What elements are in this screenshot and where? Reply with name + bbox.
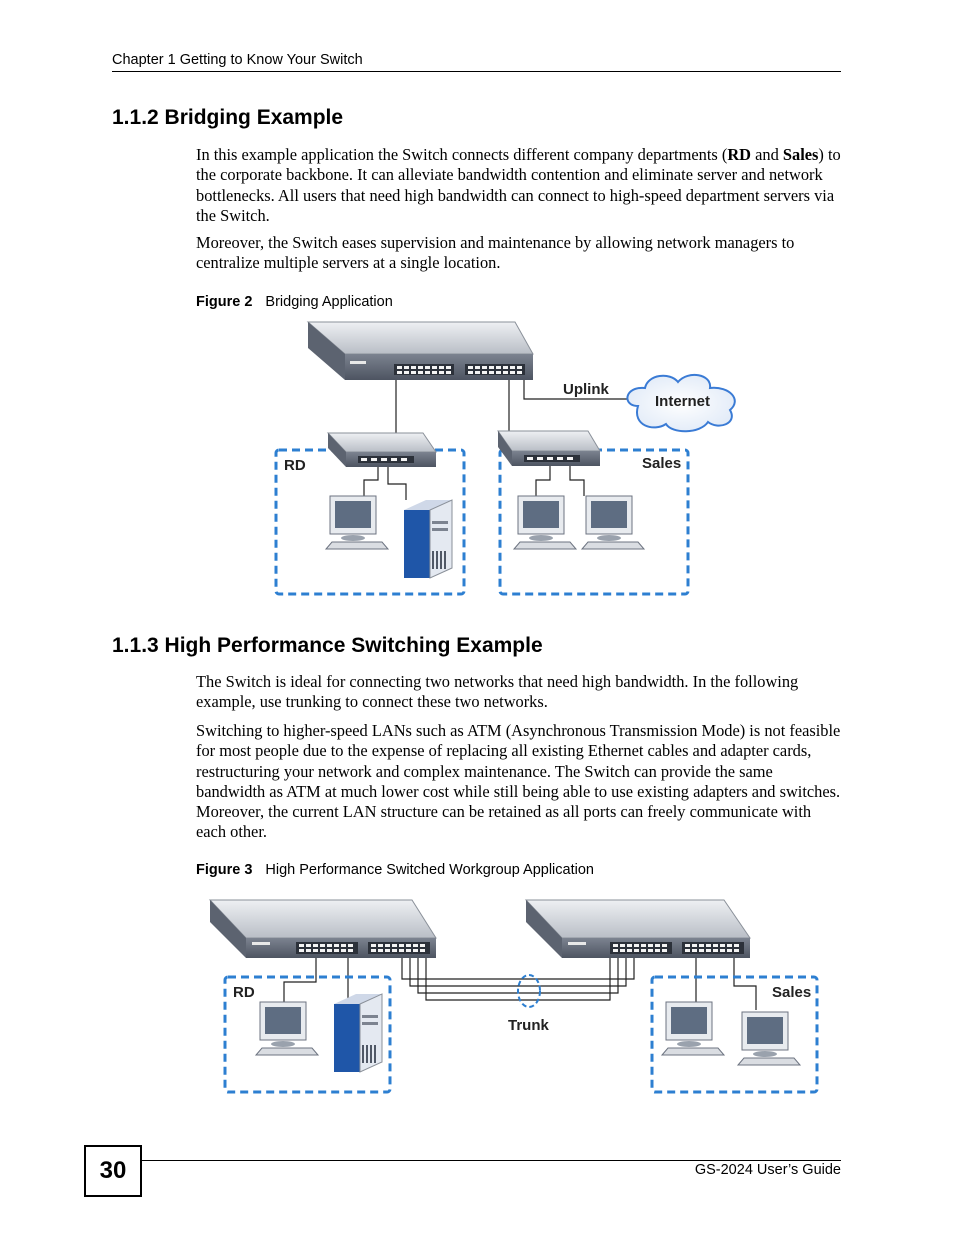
trunk-label: Trunk xyxy=(508,1017,549,1034)
para-text: and xyxy=(751,145,783,164)
para-text: In this example application the Switch connects different company departments ( xyxy=(196,145,728,164)
high-performance-paragraph-2: Switching to higher-speed LANs such as ATM (Asynchronous Transmission Mode) is not feasible for most people due to the expense of replacing all existing Ethernet cables and adapter cards, restructuring your network and complex maintenance. The Switch can provide the same bandwidth as ATM at much lower cost while still being able to use existing adapters and switches. Moreover, the current LAN structure can be retained as all ports can freely communicate with each other. xyxy=(196,721,841,842)
sales-label: Sales xyxy=(642,455,682,472)
sales-computer-icon-1 xyxy=(514,496,576,549)
sales-computer-icon-2 xyxy=(738,1012,800,1065)
header-rule xyxy=(112,71,841,72)
uplink-label: Uplink xyxy=(563,381,609,398)
sales-label: Sales xyxy=(772,984,812,1001)
rd-computer-icon xyxy=(256,1002,318,1055)
section-title-high-performance: 1.1.3 High Performance Switching Example xyxy=(112,634,543,657)
trunk-links xyxy=(402,958,634,1000)
footer-guide-title: GS-2024 User’s Guide xyxy=(694,1162,841,1178)
footer-rule xyxy=(140,1160,841,1161)
para-text: ) to the corporate backbone. It can alleviate bandwidth contention and eliminate server and network bottlenecks. All users that need high bandwidth can connect to high-speed department servers via the Switch. xyxy=(196,145,841,225)
figure-number: Figure 2 xyxy=(196,294,253,310)
rd-label: RD xyxy=(233,984,255,1001)
right-core-switch-icon xyxy=(526,900,750,958)
left-core-switch-icon xyxy=(210,900,436,958)
bridging-diagram xyxy=(260,316,750,601)
trunk-bundle-marker xyxy=(518,975,540,1007)
rd-computer-icon xyxy=(326,496,388,549)
figure-3-caption xyxy=(196,862,594,878)
section-title-bridging: 1.1.2 Bridging Example xyxy=(112,106,344,129)
sales-bold: Sales xyxy=(782,145,819,164)
rd-server-icon xyxy=(334,994,382,1072)
sales-switch-icon xyxy=(498,431,600,466)
rd-switch-icon xyxy=(328,433,436,467)
high-performance-paragraph-1: The Switch is ideal for connecting two networks that need high bandwidth. In the following example, use trunking to connect these two networks. xyxy=(196,672,799,712)
switched-workgroup-diagram xyxy=(200,890,830,1102)
sales-computer-icon-1 xyxy=(662,1002,724,1055)
internet-label: Internet xyxy=(655,393,711,410)
bridging-paragraph-1 xyxy=(196,145,841,226)
rd-label: RD xyxy=(284,457,306,474)
core-switch-icon xyxy=(308,322,533,380)
running-header: Chapter 1 Getting to Know Your Switch xyxy=(112,52,363,68)
figure-title: Bridging Application xyxy=(265,294,393,310)
rd-bold: RD xyxy=(727,145,752,164)
figure-2-caption xyxy=(196,294,393,310)
rd-server-icon xyxy=(404,500,452,578)
figure-title: High Performance Switched Workgroup Application xyxy=(265,862,594,878)
bridging-paragraph-2: Moreover, the Switch eases supervision and maintenance by allowing network managers to centralize multiple servers at a single location. xyxy=(196,233,795,273)
figure-number: Figure 3 xyxy=(196,862,253,878)
page-number: 30 xyxy=(84,1145,142,1197)
sales-computer-icon-2 xyxy=(582,496,644,549)
